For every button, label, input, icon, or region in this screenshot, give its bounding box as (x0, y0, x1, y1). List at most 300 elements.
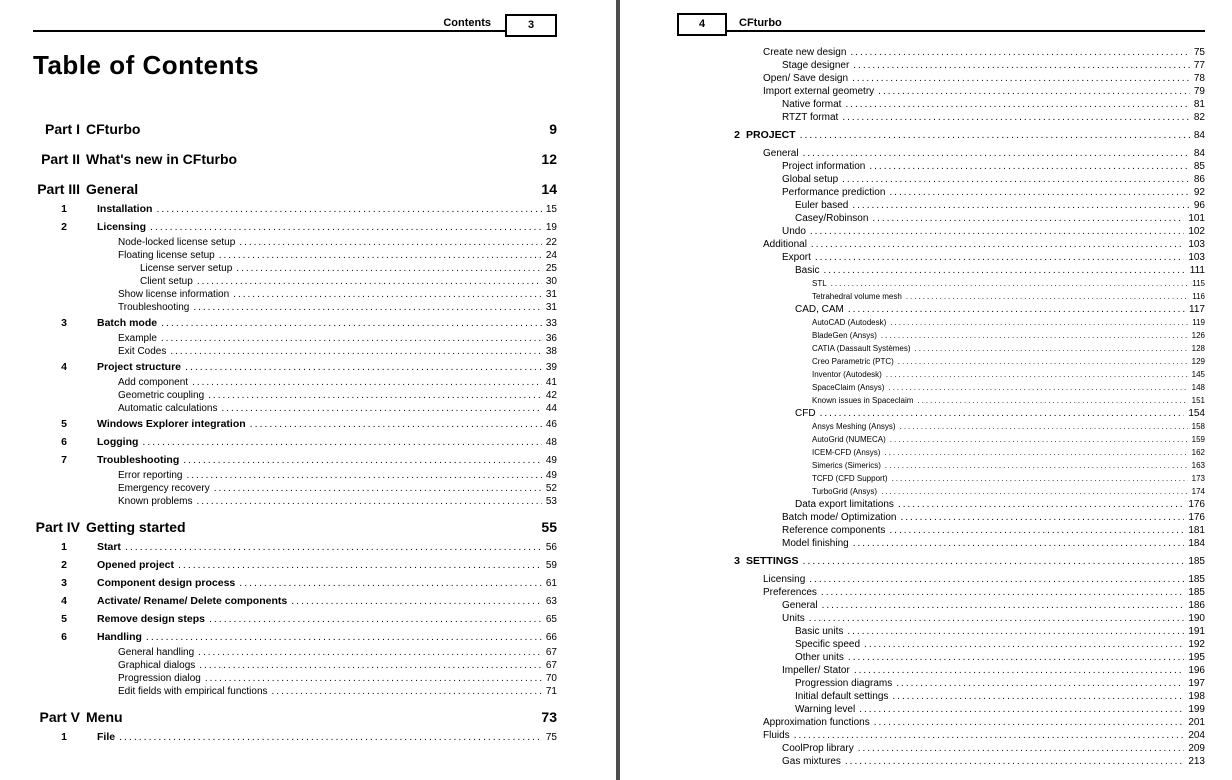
toc-entry-page: 31 (545, 302, 557, 313)
toc-entry-number: 3 (734, 555, 740, 567)
dot-leader (890, 316, 1188, 329)
toc-entry-page: 96 (1193, 200, 1205, 211)
toc-entry-number: 7 (61, 454, 67, 466)
toc-entry[interactable] (33, 236, 557, 249)
toc-entry[interactable] (677, 303, 1205, 316)
dot-leader (233, 288, 542, 301)
dot-leader (874, 716, 1185, 729)
toc-entry[interactable] (33, 415, 557, 433)
toc-entry[interactable] (33, 148, 557, 170)
toc-entry-title: Import external geometry (763, 86, 875, 97)
toc-entry-page: 42 (545, 390, 557, 401)
toc-entry-title: General handling (118, 647, 195, 658)
dot-leader (810, 225, 1184, 238)
dot-leader (889, 186, 1189, 199)
toc-entry[interactable] (33, 262, 557, 275)
toc-entry-title: Progression diagrams (795, 678, 893, 689)
dot-leader (809, 612, 1185, 625)
toc-entry-title: Basic (795, 265, 820, 276)
toc-entry[interactable] (677, 729, 1205, 742)
header-label: CFturbo (739, 17, 782, 29)
toc-entry-title: CoolProp library (782, 743, 854, 754)
page-number-box: 4 (677, 13, 727, 36)
toc-entry[interactable] (677, 368, 1205, 381)
toc-entry-page: 158 (1191, 422, 1205, 431)
header-rule (727, 30, 1205, 32)
toc-entry-page: 154 (1188, 408, 1205, 419)
toc-entry-number: 5 (61, 418, 67, 430)
toc-entry[interactable] (33, 610, 557, 628)
dot-leader (803, 147, 1190, 160)
dot-leader (831, 277, 1189, 290)
toc-entry-page: 46 (545, 419, 557, 430)
dot-leader (803, 553, 1185, 570)
toc-entry[interactable] (33, 516, 557, 538)
toc-entry-title: Additional (763, 239, 807, 250)
toc-entry-page: 66 (545, 632, 557, 643)
toc-entry-number: 4 (61, 361, 67, 373)
toc-entry-page: 197 (1188, 678, 1205, 689)
toc-entry-page: 36 (545, 333, 557, 344)
toc-entry[interactable] (677, 199, 1205, 212)
toc-entry-page: 198 (1188, 691, 1205, 702)
toc-part-page: 14 (541, 181, 557, 197)
toc-entry[interactable] (677, 186, 1205, 199)
toc-entry[interactable] (33, 301, 557, 314)
dot-leader (208, 389, 542, 402)
toc-entry-page: 128 (1191, 344, 1205, 353)
toc-entry-number: 2 (734, 129, 740, 141)
toc-entry-number: 2 (61, 221, 67, 233)
dot-leader (881, 329, 1188, 342)
dot-leader (884, 446, 1187, 459)
page-left (33, 0, 557, 746)
toc-entry-title: PROJECT (746, 129, 796, 141)
toc-entry-title: Remove design steps (97, 613, 205, 625)
toc-entry[interactable] (677, 381, 1205, 394)
header-label: Contents (443, 17, 491, 29)
toc-entry[interactable] (33, 249, 557, 262)
toc-entry-page: 119 (1192, 318, 1205, 327)
dot-leader (239, 574, 542, 592)
toc-entry-page: 56 (545, 542, 557, 553)
toc-entry[interactable] (33, 402, 557, 415)
toc-entry-title: Activate/ Rename/ Delete components (97, 595, 288, 607)
dot-leader (156, 200, 541, 218)
dot-leader (896, 677, 1184, 690)
toc-entry-title: Global setup (782, 174, 839, 185)
dot-leader (170, 345, 542, 358)
toc-entry[interactable] (33, 376, 557, 389)
toc-entry[interactable] (677, 625, 1205, 638)
dot-leader (901, 511, 1185, 524)
toc-entry-page: 31 (545, 289, 557, 300)
toc-entry[interactable] (677, 638, 1205, 651)
toc-entry[interactable] (677, 225, 1205, 238)
toc-entry-page: 176 (1188, 499, 1205, 510)
toc-entry-title: General (763, 148, 799, 159)
dot-leader (822, 599, 1185, 612)
toc-entry[interactable] (33, 314, 557, 332)
toc-entry-title: Known issues in Spaceclaim (812, 396, 914, 405)
page-header-left (33, 0, 557, 37)
dot-leader (848, 303, 1185, 316)
toc-entry-number: 1 (61, 731, 67, 743)
toc-entry[interactable] (677, 173, 1205, 186)
toc-entry-page: 126 (1191, 331, 1205, 340)
toc-entry-page: 103 (1188, 239, 1205, 250)
toc-entry-title: Automatic calculations (118, 403, 218, 414)
toc-entry-page: 53 (545, 496, 557, 507)
toc-entry-page: 186 (1188, 600, 1205, 611)
dot-leader (820, 407, 1185, 420)
toc-entry-page: 85 (1193, 161, 1205, 172)
toc-entry-page: 115 (1192, 279, 1205, 288)
toc-entry-title: Windows Explorer integration (97, 418, 246, 430)
dot-leader (892, 690, 1184, 703)
toc-entry-page: 52 (545, 483, 557, 494)
dot-leader (199, 659, 542, 672)
toc-entry[interactable] (33, 495, 557, 508)
toc-entry[interactable] (33, 628, 557, 646)
toc-entry[interactable] (677, 329, 1205, 342)
toc-entry[interactable] (33, 200, 557, 218)
toc-entry-page: 195 (1188, 652, 1205, 663)
toc-entry-title: Graphical dialogs (118, 660, 196, 671)
toc-entry[interactable] (677, 599, 1205, 612)
toc-entry[interactable] (33, 178, 557, 200)
toc-entry[interactable] (677, 511, 1205, 524)
dot-leader (848, 651, 1184, 664)
toc-entry[interactable] (677, 472, 1205, 485)
toc-entry-title: General (782, 600, 818, 611)
toc-entry-title: Floating license setup (118, 250, 215, 261)
toc-entry[interactable] (677, 407, 1205, 420)
toc-entry-title: Licensing (97, 221, 147, 233)
dot-leader (236, 262, 542, 275)
toc-entry-page: 70 (545, 673, 557, 684)
toc-entry[interactable] (677, 251, 1205, 264)
toc-entry-page: 19 (545, 222, 557, 233)
toc-entry-title: Warning level (795, 704, 856, 715)
toc-entry-title: License server setup (140, 263, 233, 274)
toc-entry-title: Progression dialog (118, 673, 201, 684)
dot-leader (864, 638, 1184, 651)
toc-entry-number: 3 (61, 577, 67, 589)
toc-entry[interactable] (33, 433, 557, 451)
toc-entry-title: RTZT format (782, 112, 839, 123)
toc-entry-page: 185 (1188, 587, 1205, 598)
toc-entry[interactable] (677, 264, 1205, 277)
toc-entry-title: SETTINGS (746, 555, 799, 567)
toc-entry[interactable] (677, 59, 1205, 72)
toc-entry-page: 196 (1188, 665, 1205, 676)
toc-entry[interactable] (677, 147, 1205, 160)
dot-leader (196, 495, 541, 508)
dot-leader (186, 469, 541, 482)
toc-entry-title: Client setup (140, 276, 193, 287)
toc-entry-title: Known problems (118, 496, 193, 507)
toc-entry-title: Specific speed (795, 639, 861, 650)
toc-entry-title: Initial default settings (795, 691, 889, 702)
toc-entry-title: Emergency recovery (118, 483, 210, 494)
toc-entry[interactable] (677, 755, 1205, 768)
dot-leader (183, 451, 542, 469)
dot-leader (209, 610, 542, 628)
toc-entry[interactable] (677, 98, 1205, 111)
toc-entry-title: AutoCAD (Autodesk) (812, 318, 887, 327)
toc-part-label: Part III (37, 181, 80, 197)
dot-leader (845, 755, 1184, 768)
dot-leader (794, 729, 1185, 742)
toc-entry[interactable] (33, 556, 557, 574)
toc-entry-page: 39 (545, 362, 557, 373)
dot-leader (859, 703, 1184, 716)
dot-leader (192, 376, 542, 389)
toc-entry-title: Gas mixtures (782, 756, 841, 767)
toc-entry[interactable] (677, 586, 1205, 599)
toc-entry[interactable] (677, 446, 1205, 459)
dot-leader (892, 472, 1188, 485)
toc-entry[interactable] (677, 677, 1205, 690)
toc-entry[interactable] (677, 612, 1205, 625)
toc-entry-title: Show license information (118, 289, 230, 300)
dot-leader (205, 672, 542, 685)
toc-entry-page: 24 (545, 250, 557, 261)
toc-entry[interactable] (677, 690, 1205, 703)
toc-entry-page: 111 (1189, 265, 1205, 276)
toc-entry[interactable] (677, 342, 1205, 355)
toc-entry[interactable] (677, 212, 1205, 225)
toc-entry[interactable] (33, 358, 557, 376)
toc-entry[interactable] (33, 685, 557, 698)
toc-entry-page: 67 (545, 660, 557, 671)
toc-entry[interactable] (33, 218, 557, 236)
toc-entry-title: Approximation functions (763, 717, 870, 728)
toc-entry-page: 181 (1188, 525, 1205, 536)
dot-leader (888, 381, 1187, 394)
toc-entry[interactable] (677, 394, 1205, 407)
toc-entry-title: Export (782, 252, 811, 263)
toc-entry-title: SpaceClaim (Ansys) (812, 383, 885, 392)
toc-entry-title: Handling (97, 631, 142, 643)
toc-entry-page: 101 (1188, 213, 1205, 224)
toc-entry[interactable] (677, 459, 1205, 472)
toc-entry[interactable] (33, 646, 557, 659)
toc-entry-page: 176 (1188, 512, 1205, 523)
toc-entries-right (677, 37, 1205, 768)
toc-entry[interactable] (33, 574, 557, 592)
toc-entry[interactable] (677, 498, 1205, 511)
toc-entry[interactable] (677, 553, 1205, 570)
header-rule (33, 30, 505, 32)
toc-entry[interactable] (33, 389, 557, 402)
toc-entry[interactable] (677, 127, 1205, 144)
toc-entry-title: Reference components (782, 525, 886, 536)
toc-entry[interactable] (677, 160, 1205, 173)
toc-entry[interactable] (677, 238, 1205, 251)
dot-leader (185, 358, 542, 376)
toc-entry[interactable] (677, 485, 1205, 498)
toc-entry-title: BladeGen (Ansys) (812, 331, 877, 340)
toc-entry-page: 151 (1191, 396, 1205, 405)
toc-entry[interactable] (33, 288, 557, 301)
toc-entry-number: 1 (61, 203, 67, 215)
toc-entry[interactable] (677, 85, 1205, 98)
toc-entry-page: 84 (1193, 148, 1205, 159)
toc-entry-number: 6 (61, 631, 67, 643)
dot-leader (119, 728, 542, 746)
toc-entry-title: CFD (795, 408, 816, 419)
toc-entry[interactable] (33, 345, 557, 358)
toc-entry[interactable] (33, 672, 557, 685)
toc-entry[interactable] (33, 332, 557, 345)
dot-leader (872, 212, 1184, 225)
toc-part-label: Part V (39, 709, 80, 725)
toc-entry-title: Opened project (97, 559, 175, 571)
toc-part-title: CFturbo (86, 121, 141, 137)
toc-entry[interactable] (677, 433, 1205, 446)
toc-entry-page: 129 (1191, 357, 1205, 366)
toc-entry-number: 5 (61, 613, 67, 625)
toc-entry-number: 6 (61, 436, 67, 448)
toc-entry-page: 75 (545, 732, 557, 743)
toc-entry[interactable] (677, 420, 1205, 433)
toc-entry[interactable] (33, 275, 557, 288)
dot-leader (178, 556, 542, 574)
toc-entry-page: 77 (1193, 60, 1205, 71)
toc-entry-page: 75 (1193, 47, 1205, 58)
toc-entry-page: 48 (545, 437, 557, 448)
toc-entry-title: Stage designer (782, 60, 850, 71)
dot-leader (898, 355, 1188, 368)
toc-entry[interactable] (677, 46, 1205, 59)
toc-entry-title: Troubleshooting (118, 302, 190, 313)
toc-entry[interactable] (33, 728, 557, 746)
toc-entry[interactable] (677, 573, 1205, 586)
toc-entry-title: Logging (97, 436, 139, 448)
toc-entry-title: TurboGrid (Ansys) (812, 487, 878, 496)
dot-leader (146, 628, 542, 646)
toc-entry[interactable] (33, 482, 557, 495)
toc-part-title: Menu (86, 709, 123, 725)
toc-entry-title: CATIA (Dassault Systèmes) (812, 344, 911, 353)
toc-entry-title: Project structure (97, 361, 182, 373)
toc-entry-page: 65 (545, 614, 557, 625)
dot-leader (823, 264, 1185, 277)
toc-entry-title: Euler based (795, 200, 849, 211)
toc-entry-title: Geometric coupling (118, 390, 205, 401)
dot-leader (889, 524, 1184, 537)
toc-entry[interactable] (677, 290, 1205, 303)
toc-entry[interactable] (33, 592, 557, 610)
toc-entry-title: Inventor (Autodesk) (812, 370, 882, 379)
toc-entry-page: 41 (545, 377, 557, 388)
toc-entry-title: Troubleshooting (97, 454, 180, 466)
toc-entry-page: 84 (1193, 130, 1205, 141)
toc-entry[interactable] (677, 703, 1205, 716)
dot-leader (890, 433, 1188, 446)
toc-entry-title: Creo Parametric (PTC) (812, 357, 894, 366)
dot-leader (272, 685, 542, 698)
toc-part-label: Part IV (35, 519, 80, 535)
dot-leader (842, 111, 1190, 124)
toc-entry-title: Batch mode/ Optimization (782, 512, 897, 523)
toc-entry-page: 173 (1191, 474, 1205, 483)
toc-entry-page: 49 (545, 470, 557, 481)
toc-entry-page: 209 (1188, 743, 1205, 754)
toc-entry-page: 81 (1193, 99, 1205, 110)
toc-entry-title: Model finishing (782, 538, 849, 549)
toc-entry[interactable] (677, 316, 1205, 329)
toc-entry-page: 191 (1188, 626, 1205, 637)
toc-part-page: 12 (541, 151, 557, 167)
toc-entry[interactable] (677, 277, 1205, 290)
toc-entry[interactable] (677, 651, 1205, 664)
toc-entry-page: 38 (545, 346, 557, 357)
toc-entry-page: 59 (545, 560, 557, 571)
toc-entry[interactable] (677, 524, 1205, 537)
toc-entry-title: Exit Codes (118, 346, 167, 357)
toc-entry[interactable] (33, 118, 557, 140)
toc-entry-title: Tetrahedral volume mesh (812, 292, 902, 301)
dot-leader (847, 625, 1184, 638)
dot-leader (250, 415, 542, 433)
toc-entry[interactable] (33, 706, 557, 728)
toc-part-page: 73 (541, 709, 557, 725)
toc-entry[interactable] (33, 538, 557, 556)
toc-entry-page: 148 (1191, 383, 1205, 392)
toc-entry[interactable] (677, 72, 1205, 85)
toc-entry-title: Units (782, 613, 805, 624)
toc-entry[interactable] (677, 355, 1205, 368)
toc-entry-title: Casey/Robinson (795, 213, 869, 224)
toc-entry-title: TCFD (CFD Support) (812, 474, 888, 483)
toc-entry[interactable] (677, 111, 1205, 124)
toc-entry-title: Open/ Save design (763, 73, 849, 84)
dot-leader (906, 290, 1188, 303)
toc-entry-page: 86 (1193, 174, 1205, 185)
dot-leader (850, 46, 1189, 59)
toc-entry-page: 116 (1192, 292, 1205, 301)
page-number-box: 3 (505, 14, 557, 37)
toc-entry-page: 204 (1188, 730, 1205, 741)
toc-entry-title: Edit fields with empirical functions (118, 686, 268, 697)
toc-entry[interactable] (33, 659, 557, 672)
toc-entry-page: 185 (1188, 556, 1205, 567)
dot-leader (853, 537, 1185, 550)
toc-entry[interactable] (677, 664, 1205, 677)
toc-entry-title: Batch mode (97, 317, 158, 329)
toc-entry[interactable] (677, 537, 1205, 550)
page-right (677, 0, 1205, 768)
toc-entry-title: Other units (795, 652, 844, 663)
toc-entry-title: File (97, 731, 116, 743)
toc-entry[interactable] (677, 716, 1205, 729)
toc-entry-title: Impeller/ Stator (782, 665, 850, 676)
toc-entry-page: 184 (1188, 538, 1205, 549)
page-divider (616, 0, 620, 780)
dot-leader (815, 251, 1184, 264)
toc-entry[interactable] (677, 742, 1205, 755)
page-header-right (677, 0, 1205, 37)
toc-entry-page: 117 (1189, 304, 1205, 315)
toc-entry-page: 192 (1188, 639, 1205, 650)
dot-leader (853, 59, 1190, 72)
toc-entry[interactable] (33, 451, 557, 469)
toc-entries-left (33, 118, 557, 746)
toc-entry[interactable] (33, 469, 557, 482)
